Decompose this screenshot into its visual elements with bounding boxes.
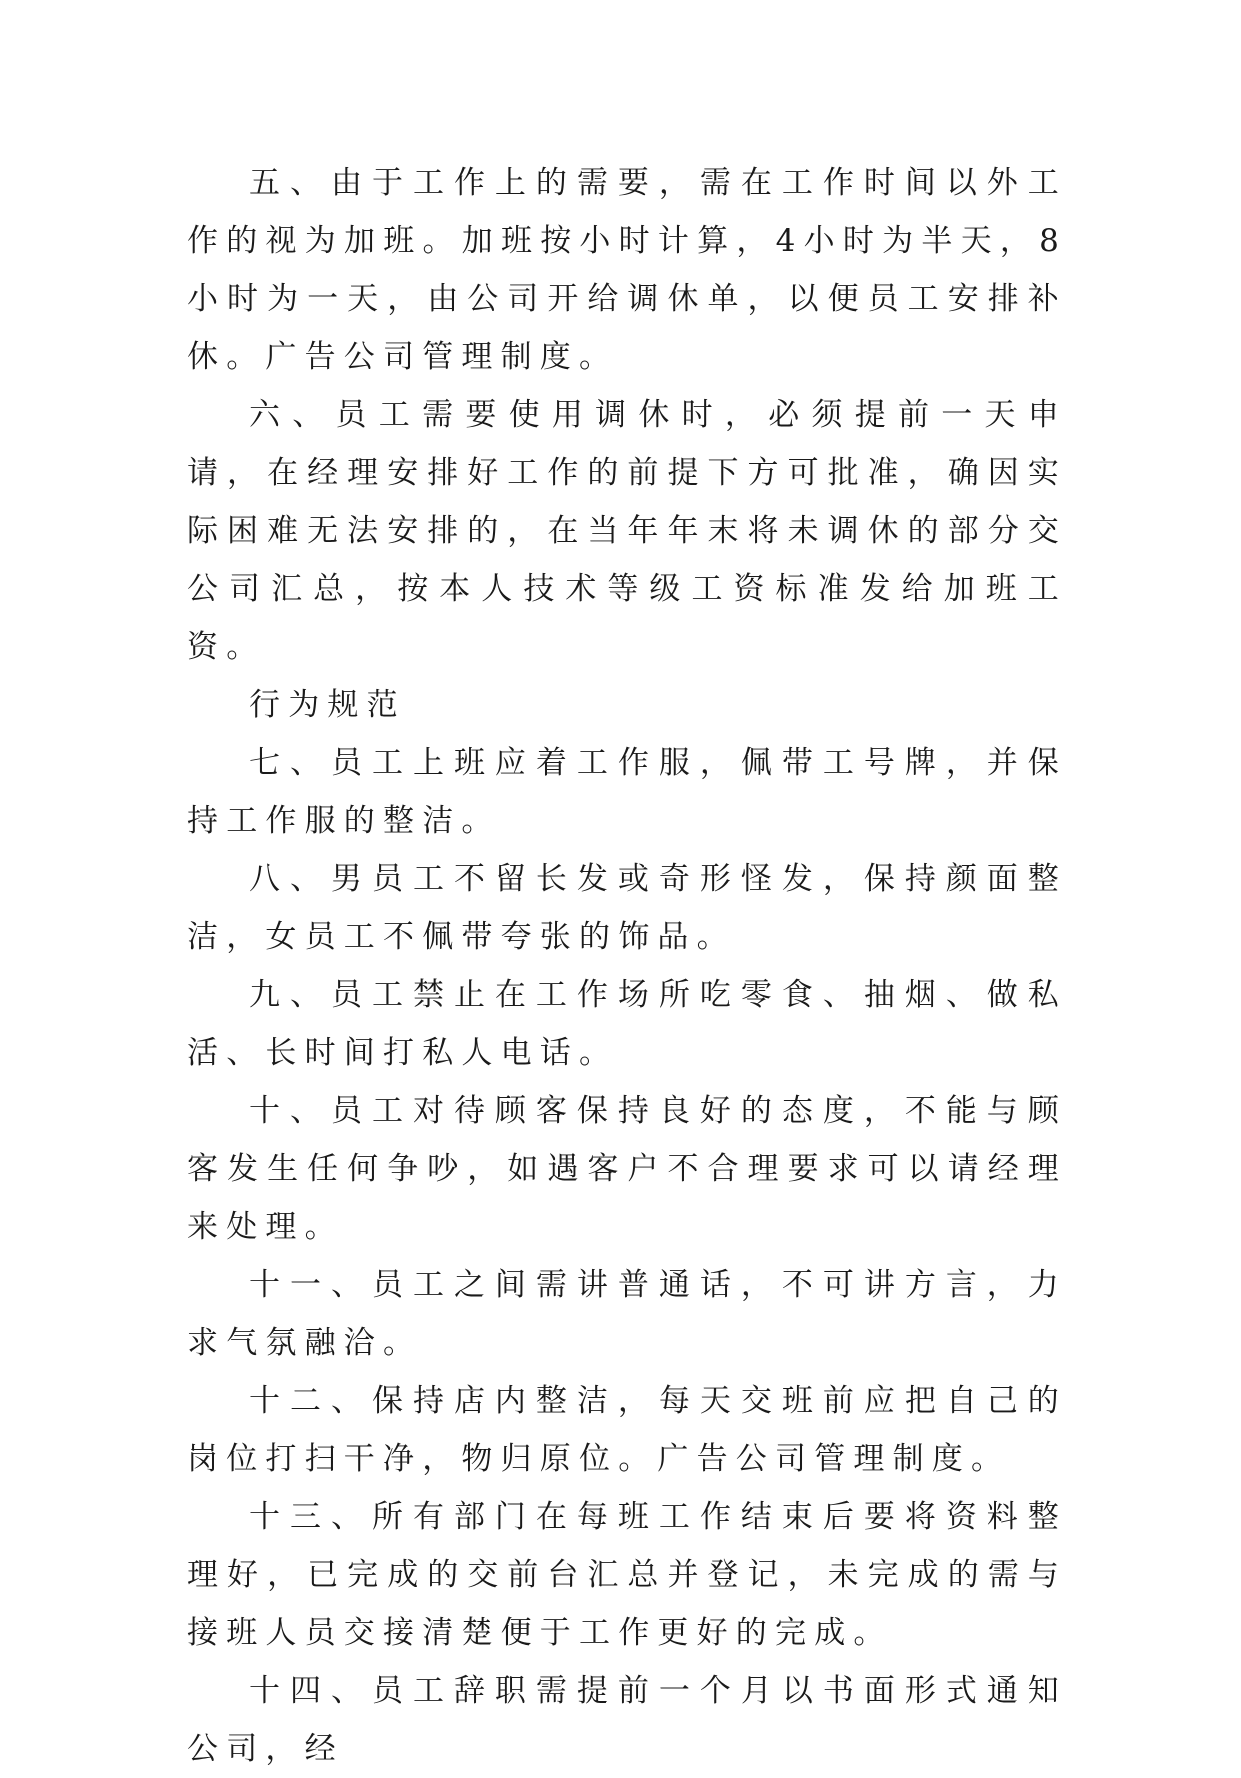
paragraph-item-13: 十三、所有部门在每班工作结束后要将资料整理好，已完成的交前台汇总并登记，未完成的需与接班人员交接清楚便于工作更好的完成。 — [187, 1499, 1067, 1651]
paragraph-item-14: 十四、员工辞职需提前一个月以书面形式通知公司，经 — [187, 1673, 1067, 1767]
paragraph-item-10: 十、员工对待顾客保持良好的态度，不能与顾客发生任何争吵，如遇客户不合理要求可以请经理来处理。 — [187, 1093, 1067, 1245]
paragraph-item-7: 七、员工上班应着工作服，佩带工号牌，并保持工作服的整洁。 — [187, 745, 1067, 839]
paragraph-item-8: 八、男员工不留长发或奇形怪发，保持颜面整洁，女员工不佩带夸张的饰品。 — [187, 861, 1067, 955]
paragraph-item-9: 九、员工禁止在工作场所吃零食、抽烟、做私活、长时间打私人电话。 — [187, 977, 1067, 1071]
paragraph-item-6: 六、员工需要使用调休时，必须提前一天申请，在经理安排好工作的前提下方可批准，确因实际困难无法安排的，在当年年末将未调休的部分交公司汇总，按本人技术等级工资标准发给加班工资。 — [187, 397, 1067, 665]
paragraph-item-5: 五、由于工作上的需要，需在工作时间以外工作的视为加班。加班按小时计算，4小时为半天，8小时为一天，由公司开给调休单，以便员工安排补休。广告公司管理制度。 — [187, 165, 1067, 375]
paragraph-item-11: 十一、员工之间需讲普通话，不可讲方言，力求气氛融洽。 — [187, 1267, 1067, 1361]
document-body — [187, 154, 1067, 1778]
paragraph-item-12: 十二、保持店内整洁，每天交班前应把自己的岗位打扫干净，物归原位。广告公司管理制度。 — [187, 1383, 1067, 1477]
section-heading-conduct: 行为规范 — [249, 687, 406, 723]
